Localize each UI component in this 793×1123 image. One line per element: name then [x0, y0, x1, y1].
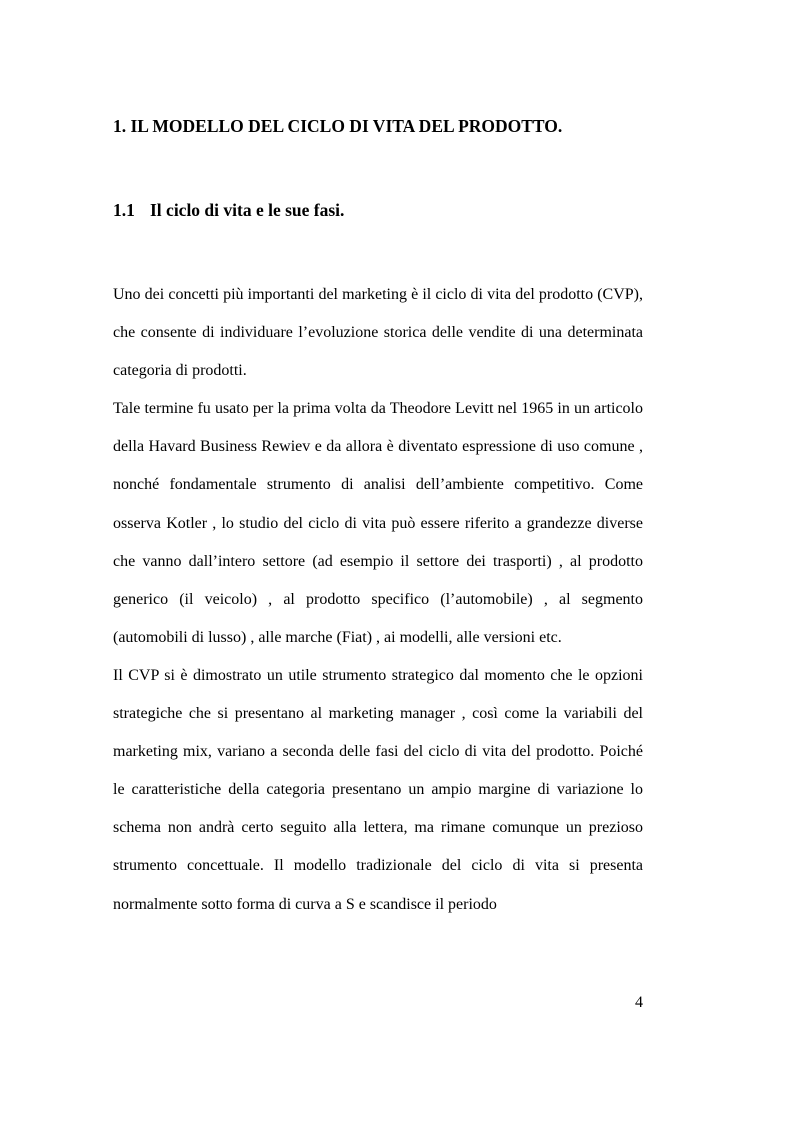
- paragraph-cvp-definition: Uno dei concetti più importanti del marketing è il ciclo di vita del prodotto (CVP), che consente di individuare l’evoluzione storica delle vendite di una determinata categoria di prodotti.: [113, 286, 643, 380]
- paragraph-strategic-tool: Il CVP si è dimostrato un utile strumento strategico dal momento che le opzioni strategiche che si presentano al marketing manager , così come la variabili del marketing mix, variano a seconda delle fasi del ciclo di vita del prodotto. Poiché le caratteristiche della categoria presentano un ampio margine di variazione lo schema non andrà certo seguito alla lettera, ma rimane comunque un prezioso strumento concettuale. Il modello tradizionale del ciclo di vita si presenta normalmente sotto forma di curva a S e scandisce il periodo: [113, 666, 643, 913]
- section-title: Il ciclo di vita e le sue fasi.: [150, 200, 345, 220]
- section-heading: [113, 198, 633, 222]
- paragraph-levitt-kotler: Tale termine fu usato per la prima volta da Theodore Levitt nel 1965 in un articolo della Havard Business Rewiev e da allora è diventato espressione di uso comune , nonché fondamentale strumento di analisi dell’ambiente competitivo. Come osserva Kotler , lo studio del ciclo di vita può essere riferito a grandezze diverse che vanno dall’intero settore (ad esempio il settore dei trasporti) , al prodotto generico (il veicolo) , al prodotto specifico (l’automobile) , al segmento (automobili di lusso) , alle marche (Fiat) , ai modelli, alle versioni etc.: [113, 400, 643, 646]
- page-number: 4: [635, 994, 643, 1011]
- body-text: [113, 276, 643, 924]
- section-number: 1.1: [113, 200, 135, 220]
- chapter-title: 1. IL MODELLO DEL CICLO DI VITA DEL PRODOTTO.: [113, 116, 563, 136]
